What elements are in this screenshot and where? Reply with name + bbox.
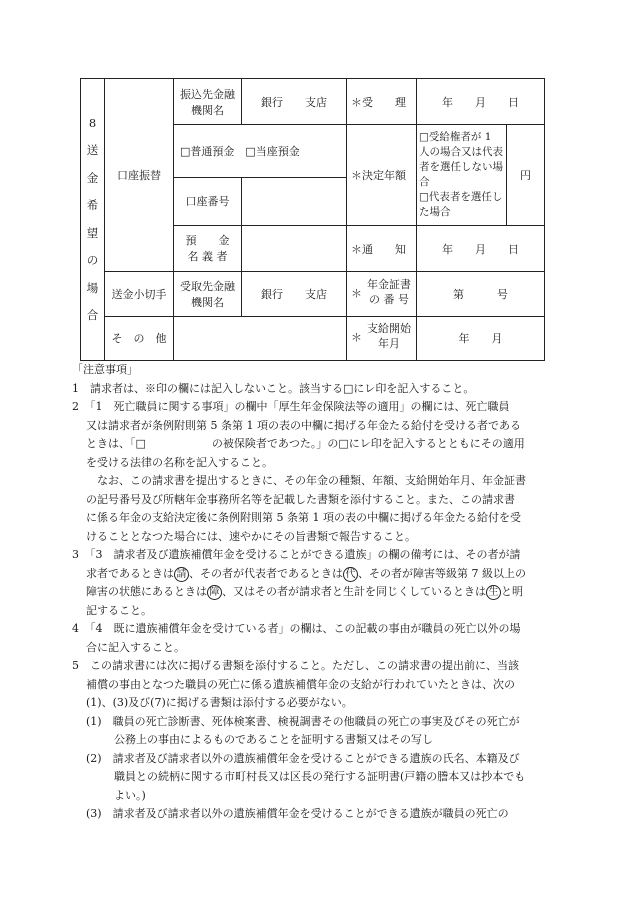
sub-item-2: (2) 請求者及び請求者以外の遺族補償年金を受けることができる遺族の氏名、本籍及び xyxy=(86,751,520,765)
note-5-line: (1)、(3)及び(7)に掲げる書類は添付する必要がない。 xyxy=(86,696,353,709)
notes-section xyxy=(72,361,562,824)
note-2-line: の記号番号及び所轄年金事務所名等を記載した書類を添付すること。また、この請求書 xyxy=(86,492,515,506)
account-holder-field[interactable] xyxy=(242,225,347,271)
method-other: そ の 他 xyxy=(105,316,174,360)
account-number-field[interactable] xyxy=(242,177,347,225)
note-5-line: 5 この請求書には次に掲げる書類を添付すること。ただし、この請求書の提出前に、当該 xyxy=(72,659,519,672)
bank-name-field[interactable]: 銀行 支店 xyxy=(242,79,347,125)
method-remittance-check: 送金小切手 xyxy=(105,272,174,316)
note-5-line: 補償の事由となつた職員の死亡に係る遺族補償年金の支給が行われていたときは、次の xyxy=(86,677,515,691)
sub-item-2: よい。) xyxy=(114,788,146,802)
note-3-line: 求者であるときは 請 、その者が代表者であるときは 代 、その者が障害等級第 7 級以上の xyxy=(86,566,526,580)
payment-start-label: ＊ 支給開始年月 xyxy=(347,316,417,360)
note-3-line: 障害の状態にあるときは 障 、又はその者が請求者と生計を同じくしているときは 生 と明 xyxy=(86,585,523,598)
receipt-date: 年 月 日 xyxy=(417,79,545,125)
circled-sei-mark: 請 xyxy=(174,567,189,582)
sub-item-2: 職員との続柄に関する市町村長又は区長の発行する証明書(戸籍の謄本又は抄本でも xyxy=(114,770,526,783)
recipient-option-single: □受給権者が 1 人の場合又は代表者を選任しない場合 xyxy=(419,131,503,189)
account-holder-label: 預 金 名 義 者 xyxy=(174,225,242,271)
note-2-line: に係る年金の支給決定後に条例附則第 5 条第 1 項の表の中欄に掲げる年金たる給付を受 xyxy=(86,511,521,524)
section-8-label: 8 送 金 希 望 の 場 合 xyxy=(81,79,105,361)
payment-start-date: 年 月 xyxy=(417,316,545,360)
receiving-bank-field[interactable]: 銀行 支店 xyxy=(242,272,347,316)
recipient-option-representative: □代表者を選任した場合 xyxy=(419,191,503,219)
note-2-line: 2 「1 死亡職員に関する事項」の欄中「厚生年金保険法等の適用」の欄には、死亡職員 xyxy=(72,400,510,413)
note-2-line: 又は請求者が条例附則第 5 条第 1 項の表の中欄に掲げる年金たる給付を受ける者である xyxy=(86,418,521,432)
receiving-bank-label: 受取先金融機関名 xyxy=(174,272,242,316)
note-3-line: 記すること。 xyxy=(86,603,152,617)
deposit-type-checkboxes[interactable]: □普通預金 □当座預金 xyxy=(174,125,347,177)
receipt-label: ＊受 理 xyxy=(347,79,417,125)
sub-item-1: 公務上の事由によるものであることを証明する書類又はその写し xyxy=(114,733,433,746)
note-4-line: 4 「4 既に遺族補償年金を受けている者」の欄は、この記載の事由が職員の死亡以外の場 xyxy=(72,622,521,635)
circled-dai-mark: 代 xyxy=(343,567,358,582)
certificate-number-field: 第 号 xyxy=(417,272,545,316)
notice-date: 年 月 日 xyxy=(417,225,545,271)
other-method-field[interactable] xyxy=(174,316,347,360)
account-number-label: 口座番号 xyxy=(174,177,242,225)
circled-sei-livelihood-mark: 生 xyxy=(486,585,501,600)
bank-name-label: 振込先金融機関名 xyxy=(174,79,242,125)
decision-amount-label: ＊決定年額 xyxy=(347,125,417,225)
recipient-type-options[interactable] xyxy=(417,125,507,225)
note-3-line: 3 「3 請求者及び遺族補償年金を受けることができる遺族」の欄の備考には、その者が請 xyxy=(72,548,521,561)
note-2-line: なお、この請求書を提出するときに、その年金の種類、年額、支給開始年月、年金証書 xyxy=(97,474,526,487)
notes-heading: 「注意事項」 xyxy=(72,363,138,376)
note-2-line: けることとなつた場合には、速やかにその旨書類で報告すること。 xyxy=(86,529,416,543)
note-4-line: 合に記入すること。 xyxy=(86,640,185,654)
remittance-table xyxy=(80,78,545,361)
yen-unit: 円 xyxy=(507,125,545,225)
sub-item-1: (1) 職員の死亡診断書、死体検案書、検視調書その他職員の死亡の事実及びその死亡が xyxy=(86,714,520,728)
sub-item-3: (3) 請求者及び請求者以外の遺族補償年金を受けることができる遺族が職員の死亡の xyxy=(86,807,509,820)
circled-sho-mark: 障 xyxy=(207,585,222,600)
note-1: 1 請求者は、※印の欄には記入しないこと。該当する□にレ印を記入すること。 xyxy=(72,381,475,395)
note-2-line: ときは、「□ の被保険者であつた。」の□にレ印を記入するとともにその適用 xyxy=(86,437,525,450)
notice-label: ＊通 知 xyxy=(347,225,417,271)
certificate-number-label: ＊ 年金証書の 番 号 xyxy=(347,272,417,316)
note-2-line: を受ける法律の名称を記入すること。 xyxy=(86,455,273,469)
method-account-transfer: 口座振替 xyxy=(105,79,174,272)
